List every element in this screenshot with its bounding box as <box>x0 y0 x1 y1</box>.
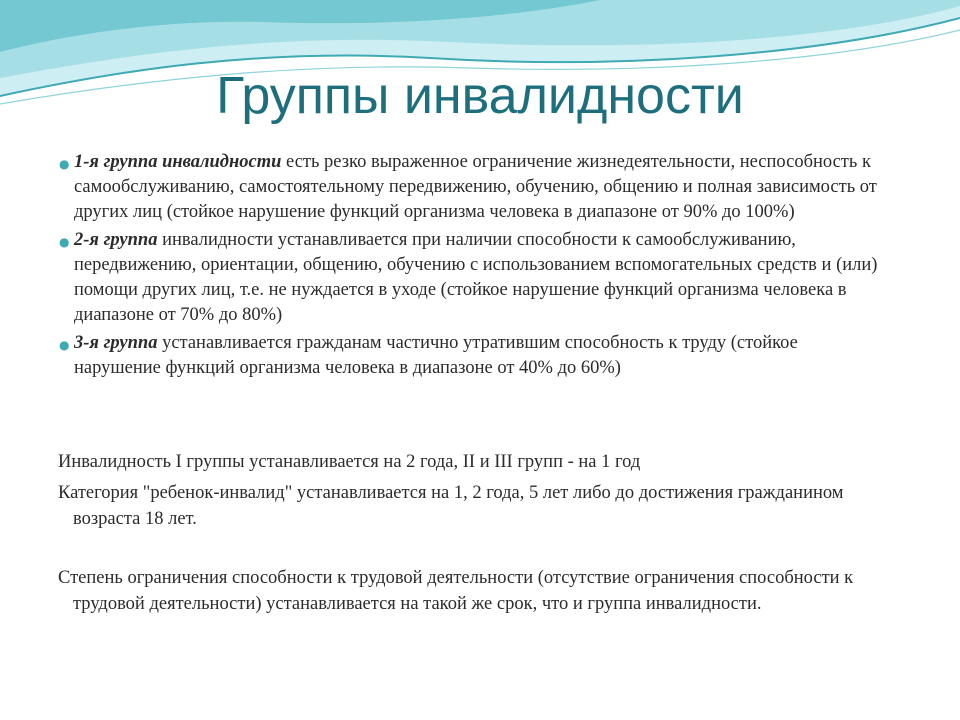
bullet-group-1 <box>58 150 888 225</box>
paragraph-duration: Инвалидность I группы устанавливается на 2 года, II и III групп - на 1 год <box>58 452 641 472</box>
bullet-dot-icon: ● <box>59 235 70 249</box>
bullet-lead: 3-я группа <box>74 333 158 353</box>
bullet-text: есть резко выраженное ограничение жизнедеятельности, неспособность к самообслуживанию, самостоятельному передвижению, обучению, общению и полная зависимость от других лиц (стойкое нарушение функций организма человека в диапазоне от 90% до 100%) <box>74 152 877 222</box>
bullet-text: инвалидности устанавливается при наличии способности к самообслуживанию, передвижению, ориентации, общению, обучению с использованием вспомогательных средств и (или) помощи других лиц, т.е. не нуждается в уходе (стойкое нарушение функций организма человека в диапазоне от 70% до 80%) <box>74 230 878 325</box>
group-bullet-list <box>58 150 888 384</box>
bullet-group-2 <box>58 228 888 328</box>
bullet-lead: 1-я группа инвалидности <box>74 152 282 172</box>
paragraph-child-category: Категория "ребенок-инвалид" устанавливается на 1, 2 года, 5 лет либо до достижения гражданином возраста 18 лет. <box>58 483 844 529</box>
bullet-text: устанавливается гражданам частично утратившим способность к труду (стойкое нарушение функций организма человека в диапазоне от 40% до 60%) <box>74 333 798 378</box>
slide-title: Группы инвалидности <box>216 67 744 125</box>
bullet-dot-icon: ● <box>59 338 70 352</box>
bullet-dot-icon: ● <box>59 157 70 171</box>
bullet-lead: 2-я группа <box>74 230 158 250</box>
paragraph-work-ability: Степень ограничения способности к трудовой деятельности (отсутствие ограничения способности к трудовой деятельности) устанавливается на такой же срок, что и группа инвалидности. <box>58 568 854 614</box>
bullet-group-3 <box>58 331 888 381</box>
